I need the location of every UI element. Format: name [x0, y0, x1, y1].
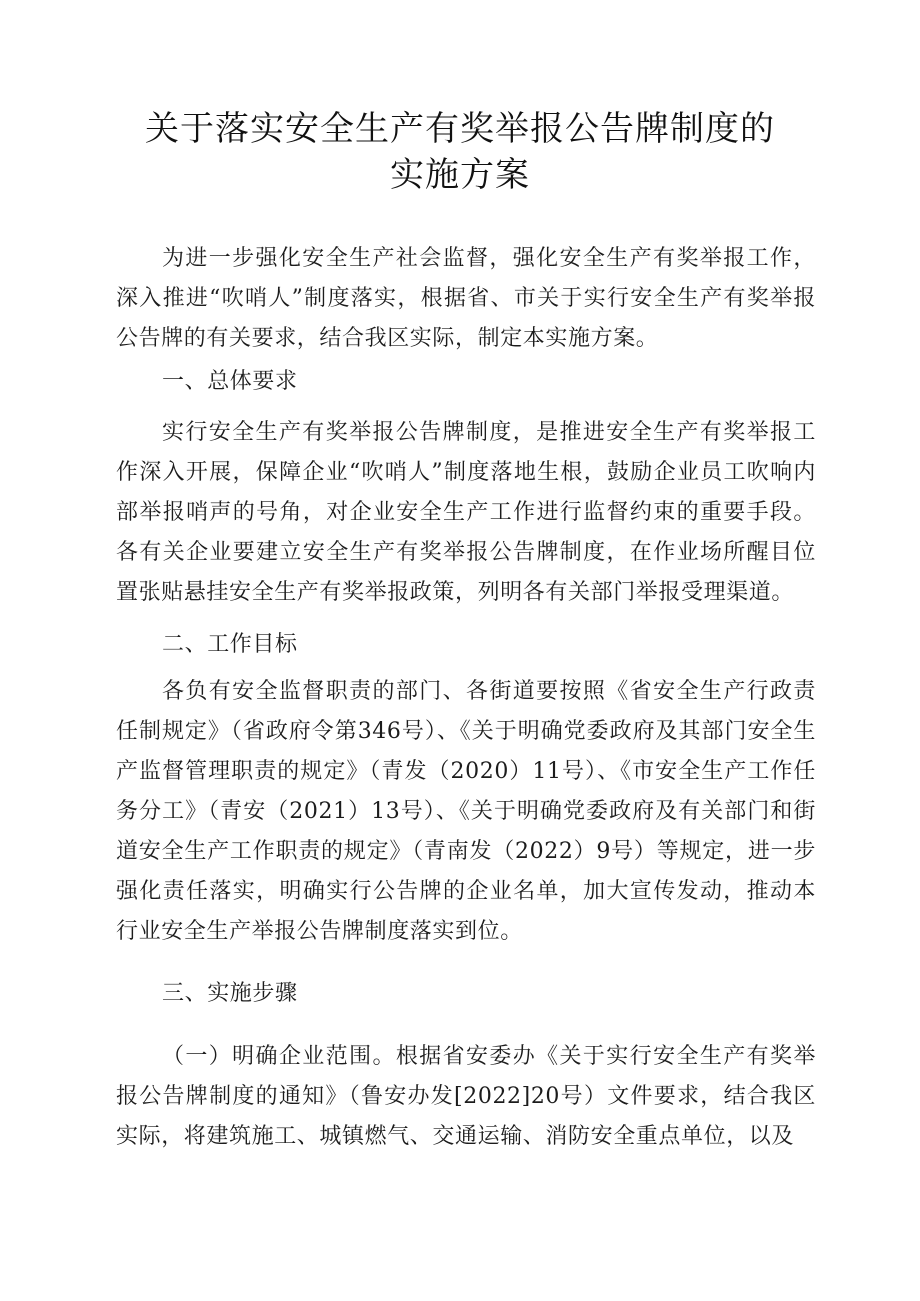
document-title-line-1: 关于落实安全生产有奖举报公告牌制度的: [145, 109, 775, 149]
intro-paragraph-block: [116, 239, 816, 359]
section-3-item-1-block: [116, 1037, 816, 1157]
section-2-body-block: [116, 672, 816, 952]
section-3-item-1: （一）明确企业范围。根据省安委办《关于实行安全生产有奖举报公告牌制度的通知》（鲁安办发[2022]20号）文件要求，结合我区实际，将建筑施工、城镇燃气、交通运输、消防安全重点单位，以及: [116, 1044, 816, 1149]
section-3-heading-block: [116, 974, 816, 1014]
document-title-line-2: 实施方案: [390, 155, 530, 195]
section-3-heading: 三、实施步骤: [162, 981, 298, 1006]
section-2-heading-block: [116, 625, 816, 665]
section-1-body-block: [116, 413, 816, 613]
section-2-heading: 二、工作目标: [162, 632, 298, 657]
section-1-heading: 一、总体要求: [162, 369, 298, 394]
section-1-body: 实行安全生产有奖举报公告牌制度，是推进安全生产有奖举报工作深入开展，保障企业“吹哨人”制度落地生根，鼓励企业员工吹响内部举报哨声的号角，对企业安全生产工作进行监督约束的重要手段。各有关企业要建立安全生产有奖举报公告牌制度，在作业场所醒目位置张贴悬挂安全生产有奖举报政策，列明各有关部门举报受理渠道。: [116, 420, 816, 605]
intro-paragraph: 为进一步强化安全生产社会监督，强化安全生产有奖举报工作，深入推进“吹哨人”制度落实，根据省、市关于实行安全生产有奖举报公告牌的有关要求，结合我区实际，制定本实施方案。: [116, 246, 816, 351]
section-2-body: 各负有安全监督职责的部门、各街道要按照《省安全生产行政责任制规定》（省政府令第346号）、《关于明确党委政府及其部门安全生产监督管理职责的规定》（青发（2020）11号）、《市安全生产工作任务分工》（青安（2021）13号）、《关于明确党委政府及有关部门和街道安全生产工作职责的规定》（青南发（2022）9号）等规定，进一步强化责任落实，明确实行公告牌的企业名单，加大宣传发动，推动本行业安全生产举报公告牌制度落实到位。: [116, 679, 816, 944]
section-1-heading-block: [116, 362, 816, 402]
